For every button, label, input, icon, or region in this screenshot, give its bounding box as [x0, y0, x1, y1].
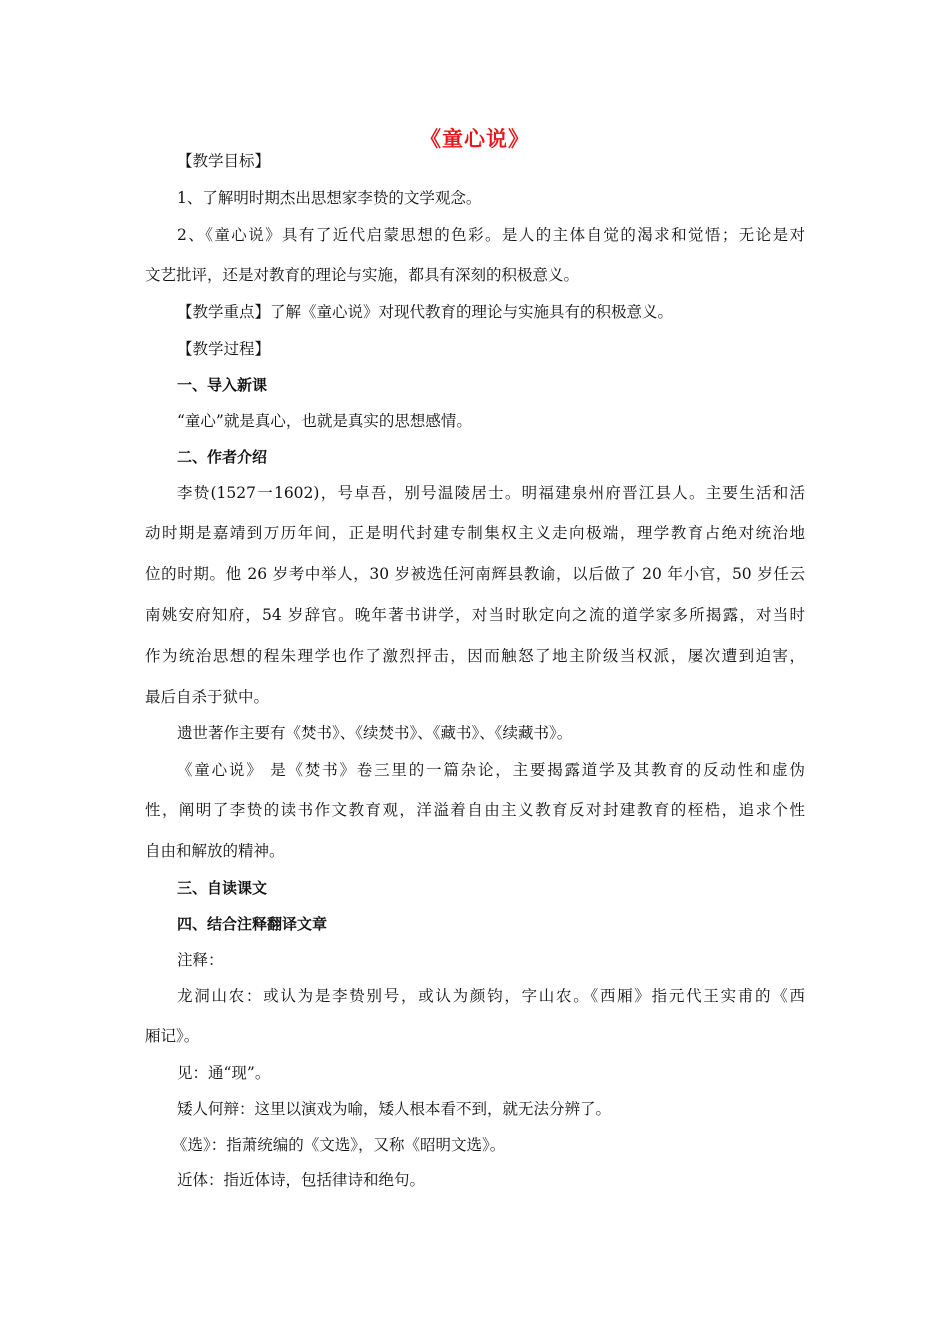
objective-item-2: 2、《童心说》具有了近代启蒙思想的色彩。是人的主体自觉的渴求和觉悟；无论是对 [177, 226, 805, 244]
objective-item-1: 1、了解明时期杰出思想家李贽的文学观念。 [177, 189, 482, 207]
tongxinshuo-paragraph-line: 性，阐明了李贽的读书作文教育观，洋溢着自由主义教育反对封建教育的桎梏，追求个性 [145, 801, 805, 819]
section-heading-process: 【教学过程】 [177, 340, 271, 358]
step-heading-author: 二、作者介绍 [177, 448, 268, 466]
step-heading-intro: 一、导入新课 [177, 376, 268, 394]
tongxinshuo-paragraph-line: 自由和解放的精神。 [145, 842, 285, 860]
author-paragraph-line: 位的时期。他 26 岁考中举人，30 岁被选任河南辉县教谕，以后做了 20 年小官，50 岁任云 [145, 565, 805, 583]
author-paragraph-line: 作为统治思想的程朱理学也作了激烈抨击，因而触怒了地主阶级当权派，屡次遭到迫害， [145, 647, 805, 665]
author-paragraph-line: 李贽(1527一1602)，号卓吾，别号温陵居士。明福建泉州府晋江县人。主要生活和活 [177, 484, 805, 502]
note-item: 龙洞山农：或认为是李贽别号，或认为颜钧，字山农。《西厢》指元代王实甫的《西 [177, 987, 805, 1005]
document-title: 《童心说》 [420, 127, 530, 151]
step-heading-selfread: 三、自读课文 [177, 879, 268, 897]
note-item: 《选》：指萧统编的《文选》，又称《昭明文选》。 [172, 1136, 506, 1154]
note-item-cont: 厢记》。 [145, 1027, 200, 1045]
section-heading-objectives: 【教学目标】 [177, 152, 271, 170]
intro-text: “童心”就是真心，也就是真实的思想感情。 [177, 412, 472, 430]
tongxinshuo-paragraph-line: 《童心说》 是《焚书》卷三里的一篇杂论，主要揭露道学及其教育的反动性和虚伪 [177, 761, 805, 779]
works-text: 遗世著作主要有《焚书》、《续焚书》、《藏书》、《续藏书》。 [177, 724, 573, 742]
note-item: 见：通“现”。 [177, 1064, 271, 1082]
author-paragraph-line: 动时期是嘉靖到万历年间，正是明代封建专制集权主义走向极端，理学教育占绝对统治地 [145, 524, 805, 542]
author-paragraph-line: 南姚安府知府，54 岁辞官。晚年著书讲学，对当时耿定向之流的道学家多所揭露，对当时 [145, 606, 805, 624]
notes-label: 注释： [177, 951, 224, 969]
author-paragraph-line: 最后自杀于狱中。 [145, 688, 270, 706]
objective-item-2-cont: 文艺批评，还是对教育的理论与实施，都具有深刻的积极意义。 [145, 266, 580, 284]
section-heading-focus: 【教学重点】了解《童心说》对现代教育的理论与实施具有的积极意义。 [177, 303, 674, 321]
step-heading-translate: 四、结合注释翻译文章 [177, 915, 328, 933]
note-item: 近体：指近体诗，包括律诗和绝句。 [177, 1171, 426, 1189]
note-item: 矮人何辩：这里以演戏为喻，矮人根本看不到，就无法分辨了。 [177, 1100, 612, 1118]
